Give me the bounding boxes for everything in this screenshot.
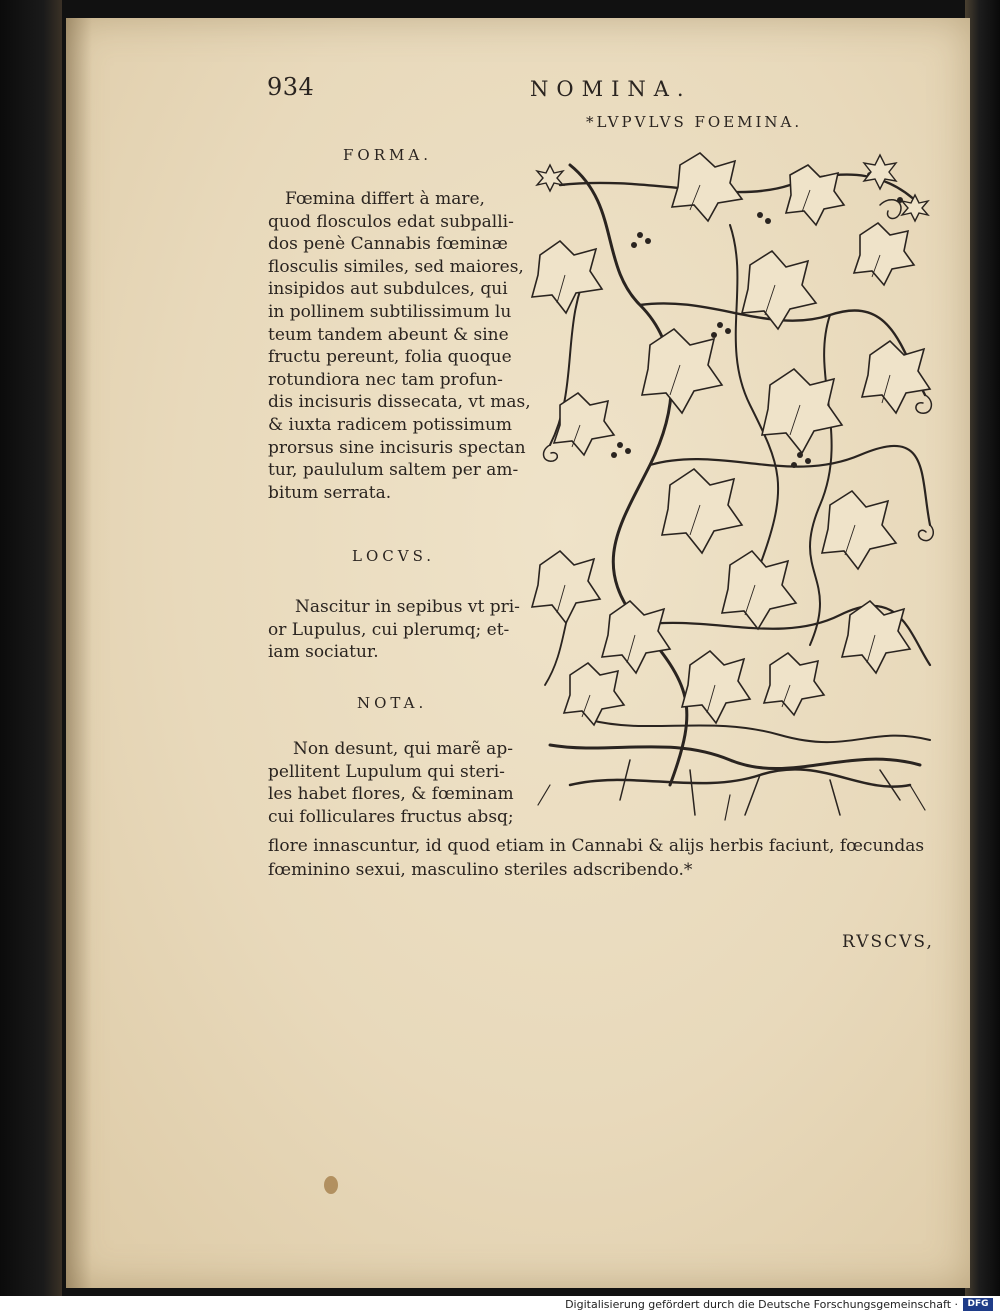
scan-edge-right — [965, 0, 1000, 1296]
text-line: or Lupulus, cui plerumq; et- — [268, 619, 510, 640]
text-line: pellitent Lupulum qui steri- — [268, 761, 505, 782]
text-line: dis incisuris dissecata, vt mas, — [268, 392, 531, 413]
heading-locus: LOCVS. — [352, 547, 436, 565]
text-line: bitum serrata. — [268, 482, 392, 503]
text-line: iam sociatur. — [268, 642, 379, 663]
text-line: Nascitur in sepibus vt pri- — [295, 597, 520, 617]
text-line: Non desunt, qui marẽ ap- — [293, 739, 513, 759]
text-line: les habet flores, & fœminam — [268, 784, 514, 805]
heading-forma: FORMA. — [343, 146, 432, 164]
text-line: quod flosculos edat subpalli- — [268, 211, 514, 232]
text-line: Fœmina differt à mare, — [285, 189, 485, 209]
text-line-full: flore innascuntur, id quod etiam in Cannabi & alijs herbis faciunt, fœcundas — [268, 836, 925, 856]
woodcut-illustration-hop-plant — [530, 145, 935, 835]
text-line: dos penè Cannabis fœminæ — [268, 234, 508, 255]
text-line: prorsus sine incisuris spectan — [268, 437, 526, 458]
paper-stain — [324, 1176, 338, 1194]
illustration-caption: *LVPVLVS FOEMINA. — [586, 113, 803, 131]
text-line: rotundiora nec tam profun- — [268, 369, 503, 390]
catchword: RVSCVS, — [842, 932, 934, 952]
text-line: & iuxta radicem potissimum — [268, 414, 513, 435]
text-line: fructu pereunt, folia quoque — [268, 347, 512, 368]
text-line: cui folliculares fructus absq; — [268, 806, 514, 827]
nota-paragraph — [268, 738, 514, 828]
text-line: flosculis similes, sed maiores, — [268, 256, 524, 277]
dfg-logo: DFG — [963, 1298, 993, 1311]
scan-edge-left — [0, 0, 62, 1296]
text-line: teum tandem abeunt & sine — [268, 324, 509, 345]
page-number: 934 — [267, 73, 315, 101]
footer-credit: Digitalisierung gefördert durch die Deutsche Forschungsgemeinschaft · — [565, 1298, 958, 1311]
text-line-full: fœminino sexui, masculino steriles adscribendo.* — [268, 860, 693, 880]
running-head: NOMINA. — [530, 77, 692, 101]
text-line: insipidos aut subdulces, qui — [268, 279, 508, 300]
heading-nota: NOTA. — [357, 694, 428, 712]
text-line: tur, paululum saltem per am- — [268, 460, 519, 481]
forma-paragraph — [268, 188, 531, 504]
text-line: in pollinem subtilissimum lu — [268, 301, 512, 322]
locus-paragraph — [268, 596, 520, 664]
